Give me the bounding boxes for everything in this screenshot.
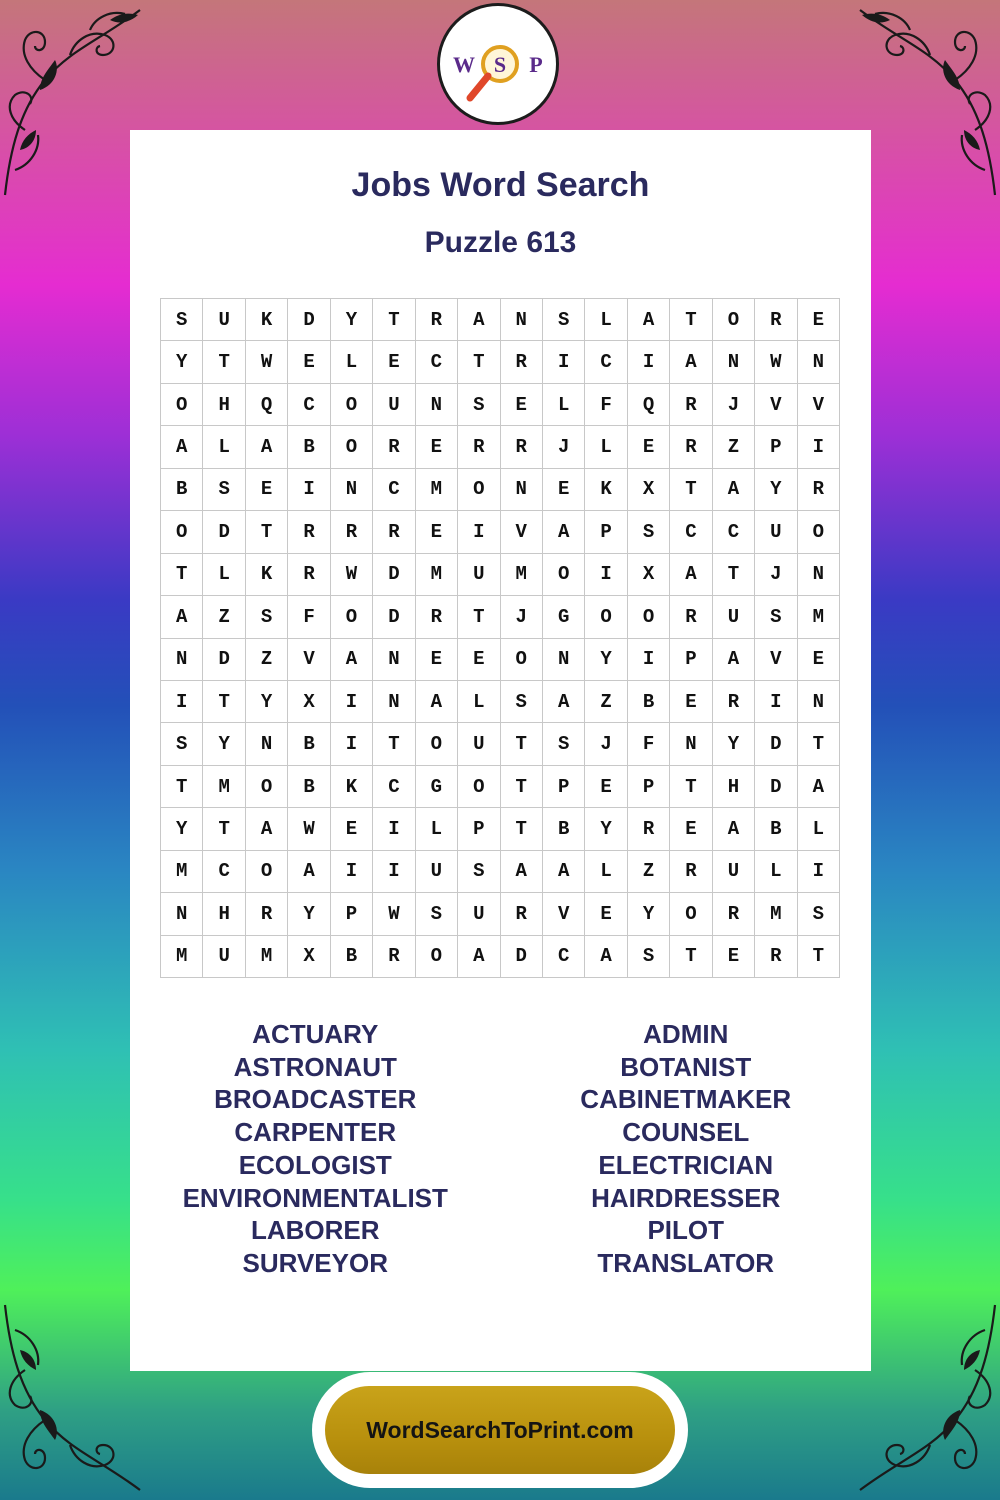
- grid-cell[interactable]: P: [543, 766, 585, 808]
- grid-cell[interactable]: W: [288, 808, 330, 850]
- grid-cell[interactable]: E: [798, 639, 840, 681]
- grid-cell[interactable]: E: [373, 341, 415, 383]
- grid-cell[interactable]: A: [458, 936, 500, 978]
- grid-cell[interactable]: N: [543, 639, 585, 681]
- logo: [437, 3, 559, 125]
- word-list: [130, 1018, 871, 1280]
- grid-cell[interactable]: X: [628, 469, 670, 511]
- grid-cell[interactable]: T: [373, 723, 415, 765]
- grid-cell[interactable]: O: [331, 596, 373, 638]
- grid-cell[interactable]: O: [331, 384, 373, 426]
- grid-cell[interactable]: E: [458, 639, 500, 681]
- grid-cell[interactable]: N: [161, 639, 203, 681]
- grid-cell[interactable]: Y: [203, 723, 245, 765]
- grid-cell[interactable]: R: [501, 341, 543, 383]
- grid-cell[interactable]: Y: [288, 893, 330, 935]
- word-list-item: ADMIN: [643, 1019, 729, 1049]
- grid-cell[interactable]: E: [798, 299, 840, 341]
- grid-cell[interactable]: R: [798, 469, 840, 511]
- floral-ornament-icon: [850, 0, 1000, 200]
- grid-cell[interactable]: T: [501, 766, 543, 808]
- grid-cell[interactable]: Y: [755, 469, 797, 511]
- grid-cell[interactable]: N: [798, 554, 840, 596]
- grid-cell[interactable]: N: [161, 893, 203, 935]
- page-title: Jobs Word Search: [351, 166, 650, 204]
- grid-cell[interactable]: I: [373, 808, 415, 850]
- grid-cell[interactable]: D: [373, 554, 415, 596]
- grid-cell[interactable]: E: [246, 469, 288, 511]
- grid-cell[interactable]: T: [203, 808, 245, 850]
- grid-cell[interactable]: E: [416, 426, 458, 468]
- grid-cell[interactable]: U: [203, 299, 245, 341]
- word-list-item: TRANSLATOR: [597, 1247, 775, 1278]
- grid-cell[interactable]: A: [543, 851, 585, 893]
- grid-cell[interactable]: A: [288, 851, 330, 893]
- logo-letter-s: S: [493, 52, 507, 77]
- grid-cell[interactable]: Y: [585, 639, 627, 681]
- grid-cell[interactable]: D: [203, 511, 245, 553]
- grid-cell[interactable]: M: [161, 851, 203, 893]
- grid-cell[interactable]: T: [458, 596, 500, 638]
- grid-cell[interactable]: A: [458, 299, 500, 341]
- word-list-item: BROADCASTER: [214, 1084, 417, 1115]
- grid-cell[interactable]: O: [713, 299, 755, 341]
- grid-cell[interactable]: W: [331, 554, 373, 596]
- grid-cell[interactable]: T: [798, 723, 840, 765]
- grid-cell[interactable]: E: [628, 426, 670, 468]
- grid-cell[interactable]: J: [501, 596, 543, 638]
- grid-cell[interactable]: M: [161, 936, 203, 978]
- grid-cell[interactable]: Y: [161, 341, 203, 383]
- grid-cell[interactable]: V: [288, 639, 330, 681]
- grid-cell[interactable]: Q: [628, 384, 670, 426]
- grid-cell[interactable]: R: [416, 596, 458, 638]
- grid-cell[interactable]: I: [458, 511, 500, 553]
- grid-cell[interactable]: J: [713, 384, 755, 426]
- grid-cell[interactable]: E: [713, 936, 755, 978]
- grid-cell[interactable]: I: [543, 341, 585, 383]
- grid-cell[interactable]: O: [416, 936, 458, 978]
- grid-cell[interactable]: N: [501, 469, 543, 511]
- grid-cell[interactable]: R: [373, 936, 415, 978]
- grid-cell[interactable]: T: [670, 766, 712, 808]
- grid-cell[interactable]: K: [246, 554, 288, 596]
- grid-cell[interactable]: C: [585, 341, 627, 383]
- grid-cell[interactable]: B: [161, 469, 203, 511]
- grid-cell[interactable]: U: [713, 596, 755, 638]
- grid-cell[interactable]: B: [755, 808, 797, 850]
- grid-cell[interactable]: R: [288, 511, 330, 553]
- grid-cell[interactable]: N: [416, 384, 458, 426]
- grid-cell[interactable]: C: [203, 851, 245, 893]
- word-list-item: ECOLOGIST: [238, 1149, 392, 1180]
- puzzle-number: Puzzle 613: [424, 226, 577, 259]
- grid-cell[interactable]: I: [755, 681, 797, 723]
- grid-cell[interactable]: T: [161, 766, 203, 808]
- grid-cell[interactable]: A: [713, 469, 755, 511]
- grid-cell[interactable]: A: [246, 426, 288, 468]
- word-list-item: LABORER: [250, 1215, 380, 1246]
- word-list-item: ENVIRONMENTALIST: [182, 1182, 448, 1213]
- grid-cell[interactable]: S: [798, 893, 840, 935]
- grid-cell[interactable]: S: [458, 851, 500, 893]
- grid-cell[interactable]: R: [713, 893, 755, 935]
- grid-cell[interactable]: I: [161, 681, 203, 723]
- grid-cell[interactable]: W: [373, 893, 415, 935]
- grid-cell[interactable]: A: [161, 426, 203, 468]
- grid-cell[interactable]: F: [585, 384, 627, 426]
- grid-cell[interactable]: M: [203, 766, 245, 808]
- grid-cell[interactable]: R: [288, 554, 330, 596]
- grid-cell[interactable]: P: [331, 893, 373, 935]
- grid-cell[interactable]: T: [798, 936, 840, 978]
- grid-cell[interactable]: G: [543, 596, 585, 638]
- grid-cell[interactable]: O: [458, 469, 500, 511]
- grid-cell[interactable]: O: [246, 766, 288, 808]
- grid-cell[interactable]: O: [628, 596, 670, 638]
- grid-cell[interactable]: Z: [628, 851, 670, 893]
- grid-cell[interactable]: L: [585, 426, 627, 468]
- grid-cell[interactable]: T: [246, 511, 288, 553]
- grid-cell[interactable]: E: [670, 681, 712, 723]
- grid-cell[interactable]: B: [331, 936, 373, 978]
- grid-cell[interactable]: I: [331, 723, 373, 765]
- grid-cell[interactable]: S: [161, 723, 203, 765]
- grid-cell[interactable]: R: [373, 511, 415, 553]
- grid-cell[interactable]: T: [670, 299, 712, 341]
- grid-cell[interactable]: U: [713, 851, 755, 893]
- grid-cell[interactable]: N: [373, 639, 415, 681]
- site-link-button[interactable]: WordSearchToPrint.com: [325, 1386, 675, 1474]
- grid-cell[interactable]: A: [585, 936, 627, 978]
- grid-cell[interactable]: N: [501, 299, 543, 341]
- grid-cell[interactable]: S: [543, 723, 585, 765]
- grid-cell[interactable]: R: [670, 384, 712, 426]
- grid-cell[interactable]: R: [670, 851, 712, 893]
- letter-grid: [160, 298, 840, 978]
- grid-cell[interactable]: X: [288, 681, 330, 723]
- grid-cell[interactable]: A: [416, 681, 458, 723]
- grid-cell[interactable]: V: [755, 639, 797, 681]
- grid-cell[interactable]: N: [331, 469, 373, 511]
- grid-cell[interactable]: N: [713, 341, 755, 383]
- grid-cell[interactable]: U: [755, 511, 797, 553]
- grid-cell[interactable]: K: [585, 469, 627, 511]
- grid-cell[interactable]: T: [501, 808, 543, 850]
- grid-cell[interactable]: Z: [585, 681, 627, 723]
- word-list-item: HAIRDRESSER: [591, 1182, 781, 1213]
- grid-cell[interactable]: I: [288, 469, 330, 511]
- word-list-right-column: [501, 1018, 872, 1280]
- grid-cell[interactable]: O: [458, 766, 500, 808]
- grid-cell[interactable]: E: [585, 893, 627, 935]
- grid-cell[interactable]: Z: [203, 596, 245, 638]
- grid-cell[interactable]: G: [416, 766, 458, 808]
- grid-cell[interactable]: Y: [628, 893, 670, 935]
- grid-cell[interactable]: L: [416, 808, 458, 850]
- grid-cell[interactable]: Q: [246, 384, 288, 426]
- grid-cell[interactable]: L: [203, 426, 245, 468]
- grid-cell[interactable]: O: [161, 384, 203, 426]
- grid-cell[interactable]: H: [203, 384, 245, 426]
- grid-cell[interactable]: U: [458, 893, 500, 935]
- grid-cell[interactable]: N: [798, 681, 840, 723]
- grid-cell[interactable]: N: [246, 723, 288, 765]
- grid-cell[interactable]: P: [670, 639, 712, 681]
- grid-cell[interactable]: C: [543, 936, 585, 978]
- grid-cell[interactable]: K: [331, 766, 373, 808]
- grid-cell[interactable]: P: [755, 426, 797, 468]
- site-badge: [312, 1372, 688, 1488]
- grid-cell[interactable]: T: [203, 341, 245, 383]
- grid-cell[interactable]: S: [246, 596, 288, 638]
- word-list-item: ACTUARY: [252, 1019, 379, 1049]
- grid-cell[interactable]: M: [755, 893, 797, 935]
- grid-cell[interactable]: A: [543, 681, 585, 723]
- word-list-item: BOTANIST: [620, 1051, 752, 1082]
- grid-cell[interactable]: M: [416, 469, 458, 511]
- grid-cell[interactable]: D: [501, 936, 543, 978]
- grid-cell[interactable]: I: [628, 341, 670, 383]
- grid-cell[interactable]: C: [288, 384, 330, 426]
- grid-cell[interactable]: H: [713, 766, 755, 808]
- grid-cell[interactable]: A: [713, 808, 755, 850]
- grid-cell[interactable]: C: [713, 511, 755, 553]
- grid-cell[interactable]: U: [458, 723, 500, 765]
- grid-cell[interactable]: R: [373, 426, 415, 468]
- grid-cell[interactable]: S: [203, 469, 245, 511]
- grid-cell[interactable]: U: [458, 554, 500, 596]
- grid-cell[interactable]: M: [501, 554, 543, 596]
- grid-cell[interactable]: Z: [713, 426, 755, 468]
- word-list-item: SURVEYOR: [242, 1247, 388, 1278]
- grid-cell[interactable]: O: [798, 511, 840, 553]
- grid-cell[interactable]: R: [670, 426, 712, 468]
- word-list-item: PILOT: [647, 1215, 725, 1246]
- grid-cell[interactable]: L: [203, 554, 245, 596]
- grid-cell[interactable]: I: [628, 639, 670, 681]
- grid-cell[interactable]: B: [543, 808, 585, 850]
- grid-cell[interactable]: N: [373, 681, 415, 723]
- grid-cell[interactable]: L: [331, 341, 373, 383]
- grid-cell[interactable]: D: [288, 299, 330, 341]
- grid-cell[interactable]: V: [501, 511, 543, 553]
- grid-cell[interactable]: X: [288, 936, 330, 978]
- grid-cell[interactable]: O: [543, 554, 585, 596]
- grid-cell[interactable]: T: [203, 681, 245, 723]
- grid-cell[interactable]: P: [628, 766, 670, 808]
- floral-ornament-icon: [0, 1300, 150, 1500]
- grid-cell[interactable]: R: [501, 893, 543, 935]
- grid-cell[interactable]: E: [670, 808, 712, 850]
- word-list-left-column: [130, 1018, 501, 1280]
- word-list-item: COUNSEL: [622, 1117, 750, 1148]
- grid-cell[interactable]: R: [501, 426, 543, 468]
- grid-cell[interactable]: R: [670, 596, 712, 638]
- grid-cell[interactable]: V: [755, 384, 797, 426]
- magnifier-handle-icon: [470, 76, 488, 98]
- grid-cell[interactable]: L: [458, 681, 500, 723]
- grid-cell[interactable]: E: [331, 808, 373, 850]
- grid-cell[interactable]: S: [628, 511, 670, 553]
- grid-cell[interactable]: T: [670, 469, 712, 511]
- grid-cell[interactable]: E: [501, 384, 543, 426]
- grid-cell[interactable]: S: [161, 299, 203, 341]
- grid-cell[interactable]: S: [755, 596, 797, 638]
- grid-cell[interactable]: R: [416, 299, 458, 341]
- grid-cell[interactable]: A: [331, 639, 373, 681]
- grid-cell[interactable]: E: [416, 639, 458, 681]
- grid-cell[interactable]: D: [373, 596, 415, 638]
- grid-cell[interactable]: X: [628, 554, 670, 596]
- grid-cell[interactable]: L: [585, 299, 627, 341]
- grid-cell[interactable]: N: [798, 341, 840, 383]
- grid-cell[interactable]: R: [458, 426, 500, 468]
- grid-cell[interactable]: L: [543, 384, 585, 426]
- grid-cell[interactable]: R: [755, 936, 797, 978]
- grid-cell[interactable]: Y: [713, 723, 755, 765]
- grid-cell[interactable]: E: [288, 341, 330, 383]
- grid-cell[interactable]: W: [246, 341, 288, 383]
- grid-cell[interactable]: R: [628, 808, 670, 850]
- grid-cell[interactable]: L: [585, 851, 627, 893]
- grid-cell[interactable]: B: [288, 426, 330, 468]
- grid-cell[interactable]: T: [161, 554, 203, 596]
- grid-cell[interactable]: J: [585, 723, 627, 765]
- grid-cell[interactable]: A: [670, 341, 712, 383]
- grid-cell[interactable]: E: [585, 766, 627, 808]
- grid-cell[interactable]: S: [543, 299, 585, 341]
- grid-cell[interactable]: B: [288, 723, 330, 765]
- word-list-item: ASTRONAUT: [233, 1051, 397, 1082]
- grid-cell[interactable]: A: [713, 639, 755, 681]
- grid-cell[interactable]: P: [458, 808, 500, 850]
- grid-cell[interactable]: S: [628, 936, 670, 978]
- grid-cell[interactable]: F: [628, 723, 670, 765]
- grid-cell[interactable]: A: [628, 299, 670, 341]
- grid-cell[interactable]: I: [373, 851, 415, 893]
- grid-cell[interactable]: Y: [246, 681, 288, 723]
- grid-cell[interactable]: R: [331, 511, 373, 553]
- grid-cell[interactable]: E: [416, 511, 458, 553]
- grid-cell[interactable]: Z: [246, 639, 288, 681]
- grid-cell[interactable]: L: [798, 808, 840, 850]
- grid-cell[interactable]: T: [670, 936, 712, 978]
- word-list-item: CARPENTER: [234, 1117, 397, 1148]
- grid-cell[interactable]: Y: [331, 299, 373, 341]
- grid-cell[interactable]: U: [203, 936, 245, 978]
- grid-cell[interactable]: I: [798, 851, 840, 893]
- grid-cell[interactable]: D: [755, 766, 797, 808]
- word-list-item: CABINETMAKER: [580, 1084, 792, 1115]
- grid-cell[interactable]: O: [501, 639, 543, 681]
- grid-cell[interactable]: K: [246, 299, 288, 341]
- grid-cell[interactable]: I: [585, 554, 627, 596]
- grid-cell[interactable]: S: [458, 384, 500, 426]
- grid-cell[interactable]: C: [416, 341, 458, 383]
- grid-cell[interactable]: A: [543, 511, 585, 553]
- grid-cell[interactable]: E: [543, 469, 585, 511]
- grid-cell[interactable]: A: [246, 808, 288, 850]
- grid-cell[interactable]: A: [161, 596, 203, 638]
- grid-cell[interactable]: A: [501, 851, 543, 893]
- grid-cell[interactable]: D: [755, 723, 797, 765]
- floral-ornament-icon: [850, 1300, 1000, 1500]
- grid-cell[interactable]: Y: [161, 808, 203, 850]
- grid-cell[interactable]: M: [416, 554, 458, 596]
- grid-cell[interactable]: D: [203, 639, 245, 681]
- grid-cell[interactable]: R: [755, 299, 797, 341]
- logo-letter-w: W: [453, 52, 475, 77]
- grid-cell[interactable]: F: [288, 596, 330, 638]
- grid-cell[interactable]: A: [798, 766, 840, 808]
- grid-cell[interactable]: C: [373, 469, 415, 511]
- grid-cell[interactable]: J: [755, 554, 797, 596]
- grid-cell[interactable]: I: [331, 851, 373, 893]
- grid-cell[interactable]: T: [373, 299, 415, 341]
- grid-cell[interactable]: B: [628, 681, 670, 723]
- grid-cell[interactable]: O: [670, 893, 712, 935]
- puzzle-sheet: [130, 130, 871, 1371]
- grid-cell[interactable]: O: [331, 426, 373, 468]
- grid-cell[interactable]: I: [798, 426, 840, 468]
- grid-cell[interactable]: P: [585, 511, 627, 553]
- logo-letter-p: P: [529, 52, 543, 77]
- grid-cell[interactable]: S: [416, 893, 458, 935]
- grid-cell[interactable]: M: [798, 596, 840, 638]
- grid-cell[interactable]: S: [501, 681, 543, 723]
- grid-cell[interactable]: T: [501, 723, 543, 765]
- grid-cell[interactable]: N: [670, 723, 712, 765]
- grid-cell[interactable]: R: [246, 893, 288, 935]
- grid-cell[interactable]: J: [543, 426, 585, 468]
- floral-ornament-icon: [0, 0, 150, 200]
- grid-cell[interactable]: C: [373, 766, 415, 808]
- grid-cell[interactable]: B: [288, 766, 330, 808]
- grid-cell[interactable]: O: [246, 851, 288, 893]
- word-list-item: ELECTRICIAN: [598, 1149, 774, 1180]
- grid-cell[interactable]: H: [203, 893, 245, 935]
- grid-cell[interactable]: T: [713, 554, 755, 596]
- grid-cell[interactable]: Y: [585, 808, 627, 850]
- grid-cell[interactable]: I: [331, 681, 373, 723]
- grid-cell[interactable]: R: [713, 681, 755, 723]
- grid-cell[interactable]: M: [246, 936, 288, 978]
- grid-cell[interactable]: C: [670, 511, 712, 553]
- grid-cell[interactable]: O: [585, 596, 627, 638]
- grid-cell[interactable]: W: [755, 341, 797, 383]
- grid-cell[interactable]: A: [670, 554, 712, 596]
- grid-cell[interactable]: V: [798, 384, 840, 426]
- grid-cell[interactable]: U: [416, 851, 458, 893]
- grid-cell[interactable]: O: [416, 723, 458, 765]
- grid-cell[interactable]: U: [373, 384, 415, 426]
- grid-cell[interactable]: L: [755, 851, 797, 893]
- grid-cell[interactable]: T: [458, 341, 500, 383]
- grid-cell[interactable]: V: [543, 893, 585, 935]
- grid-cell[interactable]: O: [161, 511, 203, 553]
